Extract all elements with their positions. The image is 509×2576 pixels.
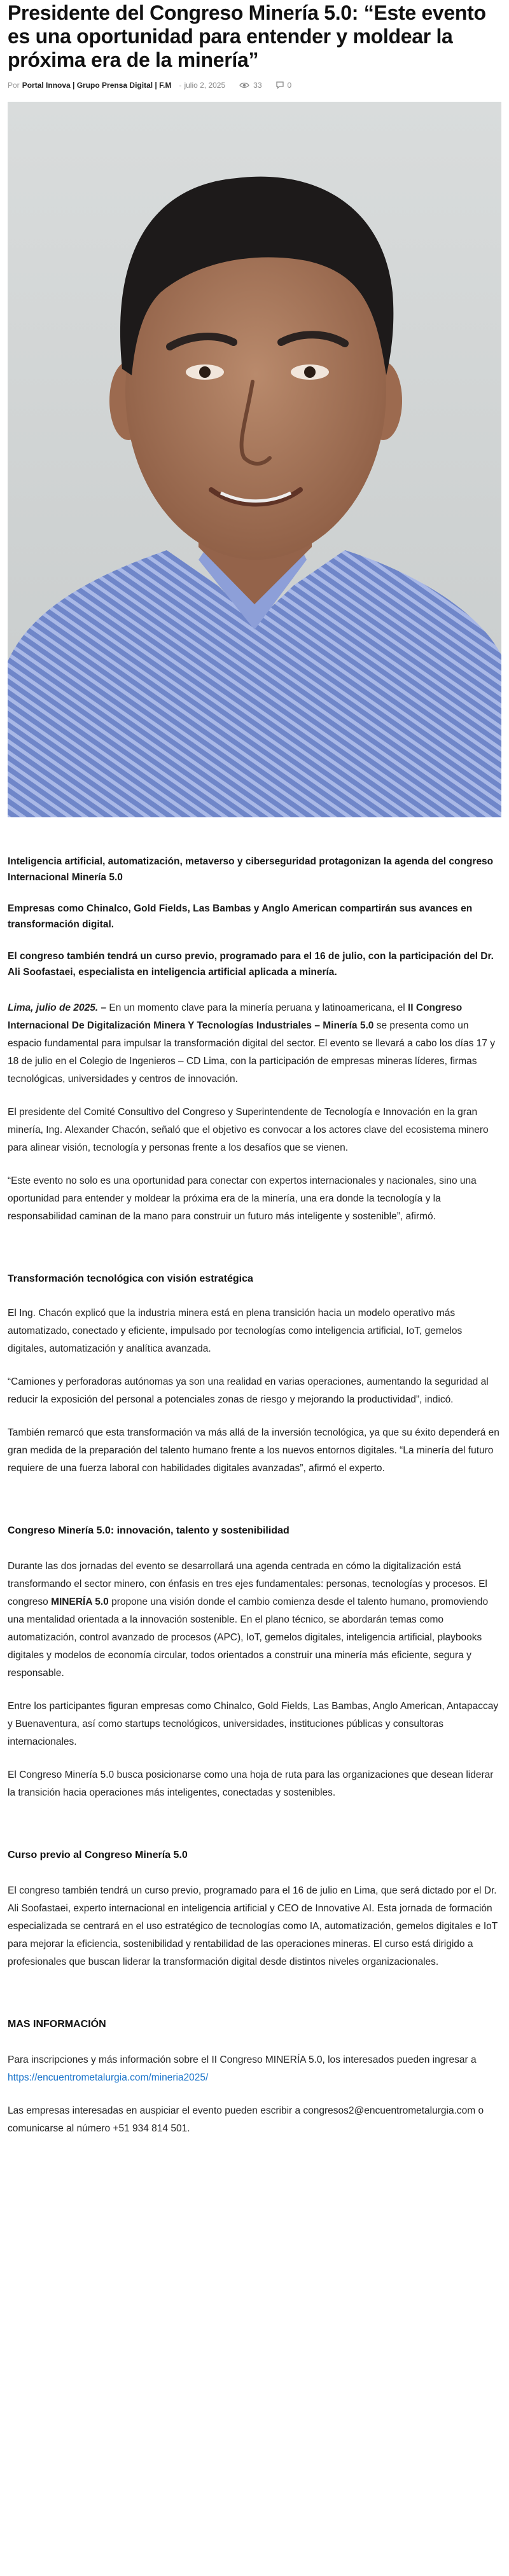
author-link[interactable]: Portal Innova | Grupo Prensa Digital | F.M xyxy=(22,81,172,90)
paragraph-3: “Este evento no solo es una oportunidad para conectar con expertos internacionales y nacionales, sino una oportunidad para entender y moldear la próxima era de la minería, una era donde la tecnología y la responsabilidad caminan de la mano para construir un futuro más inteligente y sostenible”, afirmó. xyxy=(8,1175,477,1222)
meta-separator: - xyxy=(179,81,182,90)
paragraph-9: El Congreso Minería 5.0 busca posicionarse como una hoja de ruta para las organizaciones que desean liderar la transición hacia operaciones más inteligentes, conectadas y sostenibles. xyxy=(8,1769,494,1798)
lead-paragraph-1: Inteligencia artificial, automatización, metaverso y ciberseguridad protagonizan la agenda del congreso Internacional Minería 5.0 xyxy=(8,856,494,883)
paragraph-4: El Ing. Chacón explicó que la industria minera está en plena transición hacia un modelo operativo más automatizado, conectado y eficiente, impulsado por tecnologías como inteligencia artificial, IoT, gemelos digitales, automatización y analítica avanzada. xyxy=(8,1308,463,1354)
p7-text-a: Durante las dos jornadas del evento se desarrollará una agenda centrada en cómo la digitalización está transformando el sector minero, con énfasis en tres ejes fundamentales: personas, tecnologías y procesos. El congreso xyxy=(8,1561,487,1607)
p1-text-b: se presenta como un espacio fundamental para impulsar la transformación digital del sector. El evento se llevará a cabo los días 17 y 18 de julio en el Colegio de Ingenieros – CD Lima, con la participación de empresas mineras líderes, firmas tecnológicas, universidades y centros de innovación. xyxy=(8,1020,495,1084)
paragraph-1 xyxy=(8,999,501,1088)
paragraph-11 xyxy=(8,2051,501,2087)
paragraph-10: El congreso también tendrá un curso previo, programado para el 16 de julio en Lima, que será dictado por el Dr. Ali Soofastaei, experto internacional en inteligencia artificial y CEO de Innovative AI. Esta jornada de formación especializada se centrará en el uso estratégico de tecnologías como IA, automatización, gemelos digitales e IoT para mejorar la eficiencia, sostenibilidad y rentabilidad de las operaciones mineras. El curso está dirigido a profesionales que buscan liderar la transformación digital desde distintos niveles organizacionales. xyxy=(8,1885,498,1967)
paragraph-8: Entre los participantes figuran empresas como Chinalco, Gold Fields, Las Bambas, Anglo American, Antapaccay y Buenaventura, así como startups tecnológicos, universidades, instituciones públicas y consultoras internacionales. xyxy=(8,1701,499,1747)
paragraph-5: “Camiones y perforadoras autónomas ya son una realidad en varias operaciones, aumentando la seguridad al reducir la exposición del personal a potenciales zonas de riesgo y mejorando la productividad”, indicó. xyxy=(8,1376,489,1405)
paragraph-6: También remarcó que esta transformación va más allá de la inversión tecnológica, ya que su éxito dependerá en gran medida de la preparación del talento humano frente a los nuevos entornos digitales. “La minería del futuro requiere de una fuerza laboral con habilidades digitales avanzadas”, afirmó el experto. xyxy=(8,1427,499,1474)
comments-count[interactable] xyxy=(276,81,292,90)
portrait-photo-icon xyxy=(8,102,501,817)
section-heading-2: Congreso Minería 5.0: innovación, talento y sostenibilidad xyxy=(8,1525,289,1536)
section-heading-1: Transformación tecnológica con visión estratégica xyxy=(8,1273,253,1284)
article-body xyxy=(8,854,501,2138)
paragraph-7 xyxy=(8,1558,501,1682)
comments-value: 0 xyxy=(287,81,292,90)
event-name: II Congreso Internacional De Digitalización Minera Y Tecnologías Industriales – Minería 5.0 xyxy=(8,1002,463,1031)
p11-text: Para inscripciones y más información sobre el II Congreso MINERÍA 5.0, los interesados pueden ingresar a xyxy=(8,2054,477,2065)
p7-bold: MINERÍA 5.0 xyxy=(51,1596,109,1607)
paragraph-12: Las empresas interesadas en auspiciar el evento pueden escribir a congresos2@encuentrometalurgia.com o comunicarse al número +51 934 814 501. xyxy=(8,2105,484,2134)
article-meta xyxy=(0,72,509,91)
views-count xyxy=(239,81,261,90)
registration-link[interactable]: https://encuentrometalurgia.com/mineria2025/ xyxy=(8,2072,209,2083)
p1-text-a: En un momento clave para la minería peruana y latinoamericana, el xyxy=(109,1002,408,1013)
section-heading-4: MAS INFORMACIÓN xyxy=(8,2019,106,2030)
paragraph-2: El presidente del Comité Consultivo del Congreso y Superintendente de Tecnología e Innovación en la gran minería, Ing. Alexander Chacón, señaló que el objetivo es convocar a los actores clave del ecosistema minero para alinear visión, tecnología y personas frente a los desafíos que se vienen. xyxy=(8,1107,489,1153)
p7-text-b: propone una visión donde el cambio comienza desde el talento humano, promoviendo una mentalidad orientada a la innovación sostenible. En el plano técnico, se abordarán temas como automatización, control avanzado de procesos (APC), IoT, gemelos digitales, inteligencia artificial, playbooks digitales y modelos de economía circular, todos orientados a construir una minería más eficiente, segura y responsable. xyxy=(8,1596,489,1679)
eye-icon xyxy=(239,82,249,88)
section-heading-3: Curso previo al Congreso Minería 5.0 xyxy=(8,1850,188,1860)
lead-paragraph-3: El congreso también tendrá un curso previo, programado para el 16 de julio, con la participación del Dr. Ali Soofastaei, especialista en inteligencia artificial aplicada a minería. xyxy=(8,951,494,978)
article-title: Presidente del Congreso Minería 5.0: “Este evento es una oportunidad para entender y moldear la próxima era de la minería” xyxy=(8,1,486,71)
comment-icon xyxy=(276,81,284,89)
dateline: Lima, julio de 2025. xyxy=(8,1002,99,1013)
dateline-dash: – xyxy=(98,1002,109,1013)
by-label: Por xyxy=(8,81,20,90)
views-value: 33 xyxy=(253,81,262,90)
publish-date: julio 2, 2025 xyxy=(184,81,226,90)
lead-paragraph-2: Empresas como Chinalco, Gold Fields, Las Bambas y Anglo American compartirán sus avances en transformación digital. xyxy=(8,903,473,930)
hero-photo xyxy=(8,102,501,817)
